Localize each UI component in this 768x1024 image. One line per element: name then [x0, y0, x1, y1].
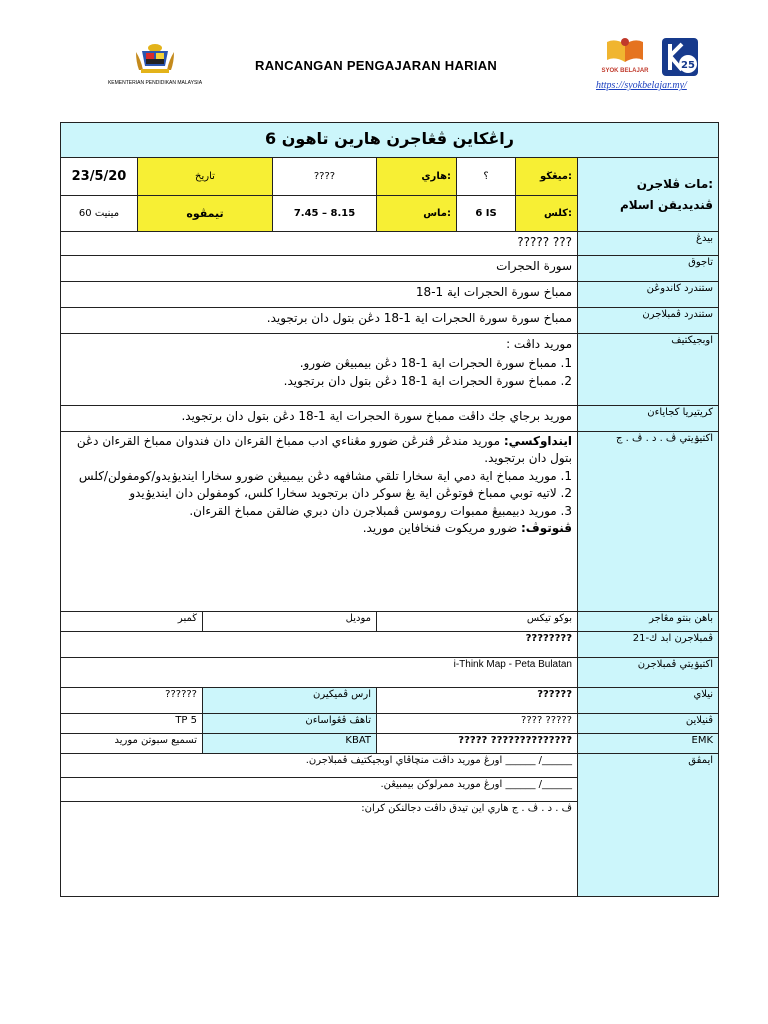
tajuk-value: سورة الحجرات	[61, 256, 578, 282]
penilaian-value: ????? ????	[377, 714, 578, 734]
objektif-item: 1. ممباخ سورة الحجرات اية 1-18 دڠن بيمبيڠن ضورو.	[299, 355, 572, 370]
document-title: RANCANGAN PENGAJARAN HARIAN	[255, 58, 498, 73]
objektif-intro: موريد داڤت :	[506, 337, 572, 351]
kriteria-label: كريتيريا كجاياءن	[578, 406, 719, 432]
anniversary-badge: 25	[681, 60, 695, 71]
class-value: 6 IS	[457, 196, 516, 232]
induksi-text: موريد مندڠر ڤنرڠن ضورو مڠناءي ادب ممباخ القرءان دان فندوان ممباخ القرءان دڠن بتول دان برتجويد.	[76, 434, 572, 466]
brand-logos	[600, 36, 710, 80]
subject-label: :مات ڤلاجرن ڤنديديقن اسلام	[578, 158, 719, 232]
aktiviti-value	[61, 432, 578, 612]
standard-pembelajaran-value: ممباخ سورة سورة الحجرات اية 1-18 دڠن بتول دان برتجويد.	[61, 308, 578, 334]
emk-label: EMK	[578, 734, 719, 754]
lesson-plan-table	[60, 122, 719, 897]
ks-logo-icon	[660, 36, 700, 78]
time-label: :ماس	[377, 196, 457, 232]
date-label: تاريخ	[138, 158, 273, 196]
website-link[interactable]: https://syokbelajar.my/	[596, 80, 687, 91]
ministry-crest	[100, 42, 210, 87]
impak-line: ______/ ______ اورڠ موريد ممرلوكن بيمبيڠن.	[61, 778, 578, 802]
kbat-label: KBAT	[203, 734, 377, 754]
objektif-label: اوبجيكتيف	[578, 334, 719, 406]
impak-line: ڤ . د . ڤ . ج هاري اين تيدق داڤت دجالنكن كران:	[61, 802, 578, 897]
penutup-label: ڤنوتوڤ:	[520, 520, 572, 535]
bahan-item-gambar: ڬمبر	[61, 612, 203, 632]
nilai-value: ??????	[377, 688, 578, 714]
standard-pembelajaran-label: ستندرد ڤمبلاجرن	[578, 308, 719, 334]
bidang-label: بيدڠ	[578, 232, 719, 256]
book-icon	[605, 36, 645, 64]
crest-icon	[133, 42, 177, 74]
brand-label: SYOK BELAJAR	[601, 68, 649, 74]
tahap-label: تاهڤ ڤڠواساءن	[203, 714, 377, 734]
tajuk-label: تاجوق	[578, 256, 719, 282]
time-value: 7.45 – 8.15	[273, 196, 377, 232]
bidang-value: ??? ?????	[61, 232, 578, 256]
day-value: ????	[273, 158, 377, 196]
aras-label: ارس ڤميكيرن	[203, 688, 377, 714]
penutup-text: ضورو مريكوت فنخافاين موريد.	[362, 520, 521, 535]
class-label: :كلس	[516, 196, 578, 232]
week-label: :ميڠڬو	[516, 158, 578, 196]
aktiviti-item: 2. لاتيه توبي ممباخ فوتوڠن اية يڠ سوكر دان برتجويد سخارا كلس، كومفولن دان اينديۏيدو	[129, 486, 572, 501]
objektif-item: 2. ممباخ سورة الحجرات اية 1-18 دڠن بتول دان برتجويد.	[283, 374, 572, 389]
impak-label: ايمڤق	[578, 754, 719, 897]
kriteria-value: موريد برجاي جك داڤت ممباخ سورة الحجرات اية 1-18 دڠن بتول دان برتجويد.	[61, 406, 578, 432]
impak-line: ______/ ______ اورڠ موريد داڤت منچاڤاي اوبجيكتيف ڤمبلاجرن.	[61, 754, 578, 778]
duration-value: 60 مينيت	[61, 196, 138, 232]
emk-value: ?????????????? ?????	[377, 734, 578, 754]
bahan-item-model: موديل	[203, 612, 377, 632]
nilai-label: نيلاي	[578, 688, 719, 714]
aktiviti-pembelajaran-value: i-Think Map - Peta Bulatan	[61, 658, 578, 688]
day-label: :هاري	[377, 158, 457, 196]
tahap-value: TP 5	[61, 714, 203, 734]
anniversary-logo	[660, 36, 700, 78]
standard-kandungan-value: ممباخ سورة الحجرات اية 1-18	[61, 282, 578, 308]
abad21-value: ????????	[61, 632, 578, 658]
abad21-label: ڤمبلاجرن ابد ك-21	[578, 632, 719, 658]
aktiviti-item: 1. موريد ممباخ اية دمي اية سخارا تلقي مشافهه دڠن بيمبيڠن ضورو سخارا اينديۏيدو/كومفولن/كلس	[78, 468, 572, 483]
induksi-label: اينداوكسي:	[503, 434, 572, 448]
week-value: ؟	[457, 158, 516, 196]
ministry-caption: KEMENTERIAN PENDIDIKAN MALAYSIA	[107, 80, 203, 86]
aktiviti-item: 3. موريد دبيمبيڠ ممبوات روموسن ڤمبلاجرن دان دبري ضالقن ممباخ القرءان.	[189, 503, 572, 518]
aktiviti-pembelajaran-label: اكتيۏيتي ڤمبلاجرن	[578, 658, 719, 688]
duration-label: تيمڤوه	[138, 196, 273, 232]
form-title: راڠكاين ڤڠاجرن هارين تاهون 6	[61, 123, 719, 158]
kbat-value: تسميع سبوتن موريد	[61, 734, 203, 754]
bahan-label: باهن بنتو مڠاجر	[578, 612, 719, 632]
date-value: 23/5/20	[61, 158, 138, 196]
aktiviti-label: اكتيۏيتي ڤ . د . ڤ . ج	[578, 432, 719, 612]
standard-kandungan-label: ستندرد كاندوڠن	[578, 282, 719, 308]
penilaian-label: ڤنيلاين	[578, 714, 719, 734]
aras-value: ??????	[61, 688, 203, 714]
syok-belajar-logo	[600, 36, 650, 78]
bahan-item-buku: بوكو تيكس	[377, 612, 578, 632]
objektif-value	[61, 334, 578, 406]
